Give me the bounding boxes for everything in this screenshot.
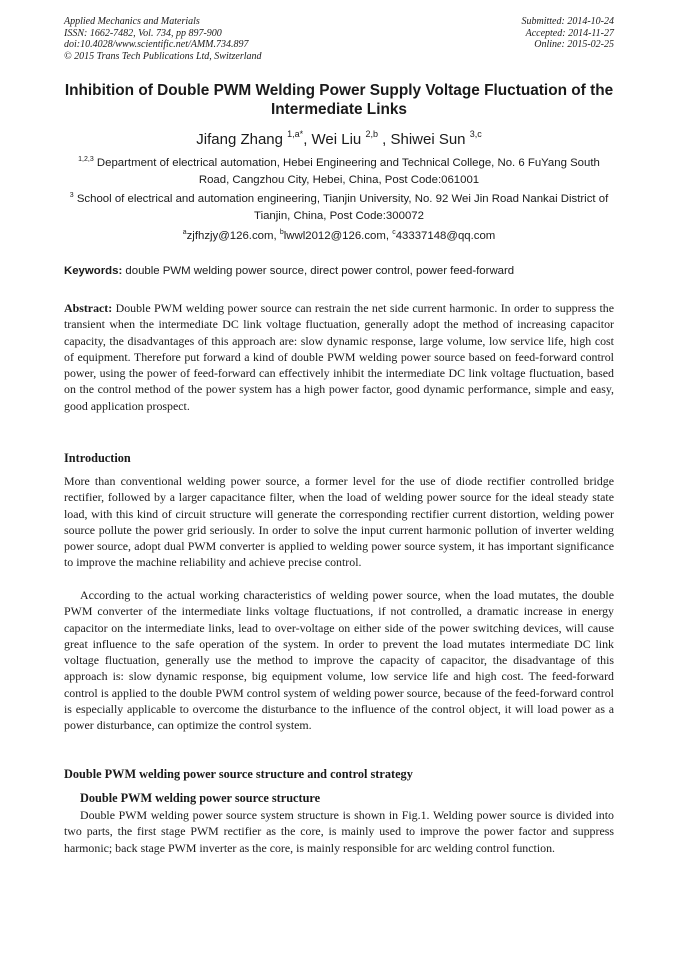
paragraph: More than conventional welding power source, a former level for the use of diode rectifier controlled bridge rectifier, followed by a larger capacitance filter, when the load of welding power source for the ideal steady state load, with this kind of circuit structure will generate the corresponding rectifier current distortion, welding power source pollute the power grid seriously. In order to solve the input current harmonic pollution of inverter welding power source, adopt dual PWM converter is applied to welding power source system, it has important significance to improve the machine reliability and achieve precise control.	[64, 474, 614, 570]
keywords-text: double PWM welding power source, direct power control, power feed-forward	[122, 265, 515, 277]
keywords	[64, 264, 620, 279]
affiliation-text: School of electrical and automation engineering, Tianjin University, No. 92 Wei Jin Road Nankai District of Tianjin, China, Post Code:300072	[76, 193, 609, 222]
section-heading-structure-control: Double PWM welding power source structure and control strategy	[64, 767, 413, 781]
author-emails	[64, 228, 614, 245]
email-separator: ,	[385, 230, 393, 242]
author-affiliation-marker: 2,b	[365, 129, 378, 139]
email-link[interactable]: lwwl2012@126.com	[283, 230, 386, 242]
affiliation-text: Department of electrical automation, Hebei Engineering and Technical College, No. 6 FuYang South Road, Cangzhou City, Hebei, China, Post Code:061001	[96, 157, 600, 186]
author-name: Wei Liu	[311, 131, 362, 148]
email-marker: a	[182, 229, 187, 236]
author-separator: ,	[303, 131, 312, 148]
journal-name: Applied Mechanics and Materials	[64, 16, 200, 27]
accepted-date: Accepted: 2014-11-27	[525, 27, 614, 39]
email-marker: b	[279, 229, 284, 236]
doi-link[interactable]: doi:10.4028/www.scientific.net/AMM.734.897	[64, 39, 249, 50]
affiliation	[64, 191, 614, 224]
abstract-label: Abstract:	[64, 301, 113, 315]
copyright: © 2015 Trans Tech Publications Ltd, Switzerland	[64, 50, 262, 62]
email-link[interactable]: zjfhzjy@126.com	[186, 230, 274, 242]
section-heading-introduction: Introduction	[64, 451, 131, 465]
submission-dates	[522, 16, 615, 51]
email-link[interactable]: 43337148@qq.com	[395, 230, 496, 242]
subsection-heading-structure: Double PWM welding power source structure	[80, 791, 321, 805]
abstract-text: Double PWM welding power source can restrain the net side current harmonic. In order to suppress the transient when the intermediate DC link voltage fluctuation, generally adopt the method of increasing capacitor capacity, the disadvantages of this approach are: slow dynamic response, large volume, low service life, high cost of equipment. Therefore put forward a kind of double PWM welding power source based on feed-forward control power, using the power of feed-forward can effectively inhibit the intermediate DC link voltage fluctuation, based on the control method of the power system has a high power factor, good dynamic performance, simple and easy, good application prospect.	[64, 301, 614, 413]
author-separator: ,	[377, 131, 391, 148]
affiliation-marker: 1,2,3	[78, 156, 94, 163]
issn-volume: ISSN: 1662-7482, Vol. 734, pp 897-900	[64, 27, 222, 39]
paragraph: According to the actual working characteristics of welding power source, when the load mutates, the double PWM converter of the intermediate links voltage fluctuations, if not controlled, a dramatic increase in energy capacitor on the intermediate links, lead to over-voltage on either side of the power switching devices, will cause great influence to the safe operation of the system. In order to prevent the load mutates intermediate DC link voltage fluctuation, generally use the method to improve the capacity of capacitor, the disadvantage of this approach is: slow dynamic response, big equipment volume, low service life and high cost. The feed-forward control is applied to the double PWM control system of welding power source, because of the feed-forward control is especially applicable to overcome the disturbance to the influence of the control object, it will load power as a power disturbance, can optimize the control system.	[64, 588, 614, 733]
author-affiliation-marker: 3,c	[469, 129, 482, 139]
online-date: Online: 2015-02-25	[534, 39, 614, 50]
author-list	[60, 131, 618, 149]
paper-title: Inhibition of Double PWM Welding Power Supply Voltage Fluctuation of the Intermediate Links	[64, 82, 614, 118]
email-separator: ,	[273, 230, 280, 242]
journal-header	[64, 16, 262, 62]
paragraph: Double PWM welding power source system structure is shown in Fig.1. Welding power source is divided into two parts, the first stage PWM rectifier as the core, is mainly used to improve the power factor and suppress harmonic; back stage PWM inverter as the core, is mainly responsible for arc welding control function.	[64, 808, 614, 855]
author-affiliation-marker: 1,a*	[287, 129, 304, 139]
author-name: Jifang Zhang	[196, 131, 283, 148]
affiliation	[64, 155, 614, 188]
submitted-date: Submitted: 2014-10-24	[521, 16, 614, 27]
affiliation-marker: 3	[69, 192, 74, 199]
abstract	[64, 300, 614, 414]
author-name: Shiwei Sun	[390, 131, 466, 148]
email-marker: c	[392, 229, 396, 236]
keywords-label: Keywords:	[64, 265, 123, 277]
